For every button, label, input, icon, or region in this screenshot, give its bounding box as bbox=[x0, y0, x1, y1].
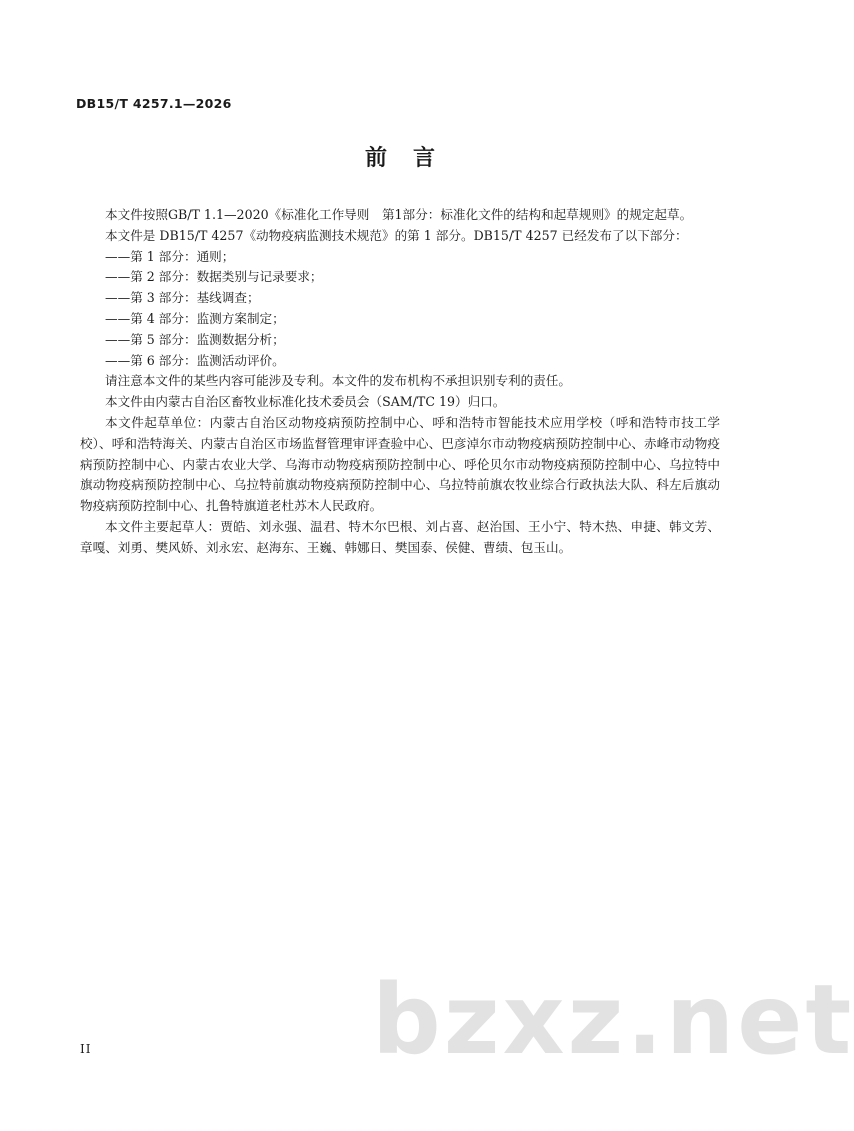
series-parts-paragraph: 本文件是 DB15/T 4257《动物疫病监测技术规范》的第 1 部分。DB15/T 4257 已经发布了以下部分： bbox=[105, 227, 688, 243]
drafting-units-paragraph: 本文件起草单位：内蒙古自治区动物疫病预防控制中心、呼和浩特市智能技术应用学校（呼和浩特市技工学校）、呼和浩特海关、内蒙古自治区市场监督管理审评查验中心、巴彦淖尔市动物疫病预防控制中心、赤峰市动物疫病预防控制中心、内蒙古农业大学、乌海市动物疫病预防控制中心、呼伦贝尔市动物疫病预防控制中心、乌拉特中旗动物疫病预防控制中心、乌拉特前旗动物疫病预防控制中心、乌拉特前旗农牧业综合行政执法大队、科左后旗动物疫病预防控制中心、扎鲁特旗道老杜苏木人民政府。 bbox=[80, 414, 720, 514]
list-item: ——第 5 部分：监测数据分析； bbox=[105, 331, 285, 347]
list-item: ——第 2 部分：数据类别与记录要求； bbox=[105, 269, 323, 285]
list-item: ——第 3 部分：基线调查； bbox=[105, 290, 260, 306]
parts-list bbox=[80, 247, 720, 372]
page-title: 前言 bbox=[364, 146, 461, 171]
drafting-rule-paragraph: 本文件按照GB/T 1.1—2020《标准化工作导则 第1部分：标准化文件的结构和起草规则》的规定起草。 bbox=[105, 207, 693, 222]
patent-notice-paragraph: 请注意本文件的某些内容可能涉及专利。本文件的发布机构不承担识别专利的责任。 bbox=[105, 373, 571, 389]
drafters-paragraph: 本文件主要起草人：贾皓、刘永强、温君、特木尔巴根、刘占喜、赵治国、王小宁、特木热、申捷、韩文芳、章嘎、刘勇、樊风娇、刘永宏、赵海东、王巍、韩娜日、樊国泰、侯健、曹绩、包玉山。 bbox=[80, 518, 720, 555]
watermark: bzxz.net bbox=[372, 964, 854, 1076]
list-item: ——第 4 部分：监测方案制定； bbox=[105, 310, 285, 326]
page-number: II bbox=[80, 1042, 92, 1056]
list-item: ——第 6 部分：监测活动评价。 bbox=[105, 352, 285, 368]
list-item: ——第 1 部分：通则； bbox=[105, 248, 235, 264]
committee-paragraph: 本文件由内蒙古自治区畜牧业标准化技术委员会（SAM/TC 19）归口。 bbox=[105, 394, 506, 410]
document-code: DB15/T 4257.1—2026 bbox=[76, 96, 232, 111]
foreword-body bbox=[80, 205, 720, 559]
